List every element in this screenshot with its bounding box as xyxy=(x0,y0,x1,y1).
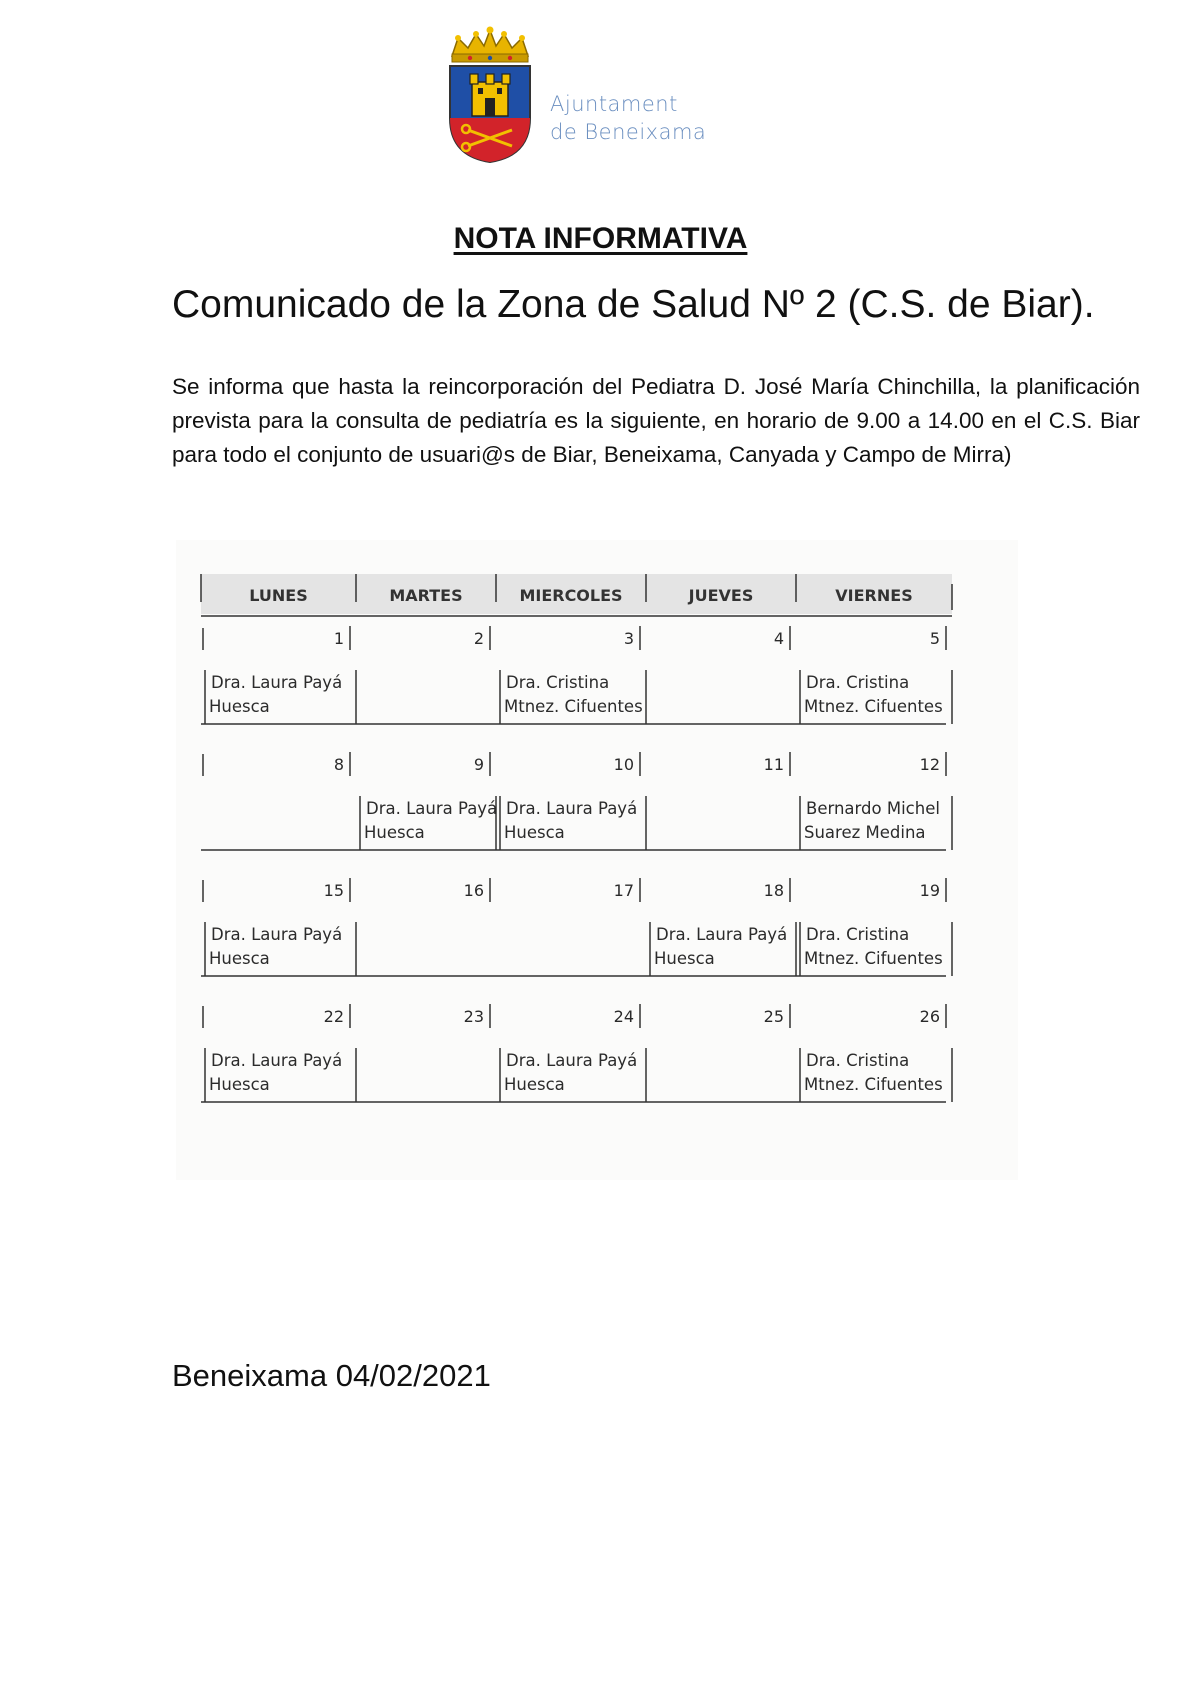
doctor-surname: Mtnez. Cifuentes xyxy=(504,697,643,716)
day-header-miercoles: MIERCOLES xyxy=(519,586,623,605)
page-headline: Comunicado de la Zona de Salud Nº 2 (C.S. de Biar). xyxy=(172,283,1095,326)
info-paragraph: Se informa que hasta la reincorporación del Pediatra D. José María Chinchilla, la planificación prevista para la consulta de pediatría es la siguiente, en horario de 9.00 a 14.00 en el C.S. Biar para todo el conjunto de usuari@s de Biar, Beneixama, Canyada y Campo de Mirra) xyxy=(172,374,1140,467)
doctor-name: Dra. Laura Payá xyxy=(656,925,788,944)
date-number: 15 xyxy=(323,881,344,900)
doctor-name: Dra. Laura Payá xyxy=(211,925,343,944)
date-number: 10 xyxy=(613,755,634,774)
doctor-name: Dra. Cristina xyxy=(506,673,610,692)
day-header-jueves: JUEVES xyxy=(688,586,754,605)
day-header-lunes: LUNES xyxy=(249,586,308,605)
date-number: 1 xyxy=(333,629,344,648)
coat-of-arms-icon xyxy=(440,26,540,166)
logo-line-1: Ajuntament xyxy=(550,92,678,116)
date-number: 18 xyxy=(763,881,784,900)
footer-date: Beneixama 04/02/2021 xyxy=(172,1358,491,1393)
doctor-surname: Mtnez. Cifuentes xyxy=(804,1075,943,1094)
doctor-name: Dra. Laura Payá xyxy=(506,1051,638,1070)
municipal-logo xyxy=(440,26,740,166)
municipality-name xyxy=(550,90,706,146)
doctor-name: Dra. Laura Payá xyxy=(366,799,498,818)
date-number: 11 xyxy=(763,755,784,774)
doctor-surname: Huesca xyxy=(654,949,715,968)
logo-line-2: de Beneixama xyxy=(550,120,707,144)
date-number: 4 xyxy=(773,629,784,648)
date-number: 3 xyxy=(623,629,634,648)
date-number: 26 xyxy=(919,1007,940,1026)
doctor-surname: Huesca xyxy=(209,949,270,968)
date-number: 2 xyxy=(473,629,484,648)
doctor-name: Dra. Laura Payá xyxy=(211,1051,343,1070)
doctor-name: Dra. Laura Payá xyxy=(506,799,638,818)
nota-title xyxy=(0,222,1191,256)
date-number: 12 xyxy=(919,755,940,774)
schedule-scan xyxy=(176,540,1018,1180)
doctor-surname: Huesca xyxy=(364,823,425,842)
date-number: 19 xyxy=(919,881,940,900)
doctor-surname: Huesca xyxy=(504,823,565,842)
doctor-name: Dra. Laura Payá xyxy=(211,673,343,692)
doctor-surname: Huesca xyxy=(504,1075,565,1094)
doctor-name: Bernardo Michel xyxy=(806,799,940,818)
day-header-martes: MARTES xyxy=(389,586,463,605)
date-number: 24 xyxy=(613,1007,634,1026)
date-number: 23 xyxy=(463,1007,484,1026)
doctor-name: Dra. Cristina xyxy=(806,673,910,692)
doctor-name: Dra. Cristina xyxy=(806,925,910,944)
doctor-surname: Huesca xyxy=(209,1075,270,1094)
date-number: 9 xyxy=(473,755,484,774)
doctor-name: Dra. Cristina xyxy=(806,1051,910,1070)
nota-title-text: NOTA INFORMATIVA xyxy=(453,222,748,255)
doctor-surname: Suarez Medina xyxy=(804,823,926,842)
schedule-table xyxy=(176,540,1018,1180)
day-header-viernes: VIERNES xyxy=(835,586,913,605)
date-number: 22 xyxy=(323,1007,344,1026)
date-number: 5 xyxy=(929,629,940,648)
doctor-surname: Huesca xyxy=(209,697,270,716)
doctor-surname: Mtnez. Cifuentes xyxy=(804,949,943,968)
date-number: 16 xyxy=(463,881,484,900)
doctor-surname: Mtnez. Cifuentes xyxy=(804,697,943,716)
date-number: 17 xyxy=(613,881,634,900)
date-number: 25 xyxy=(763,1007,784,1026)
date-number: 8 xyxy=(333,755,344,774)
